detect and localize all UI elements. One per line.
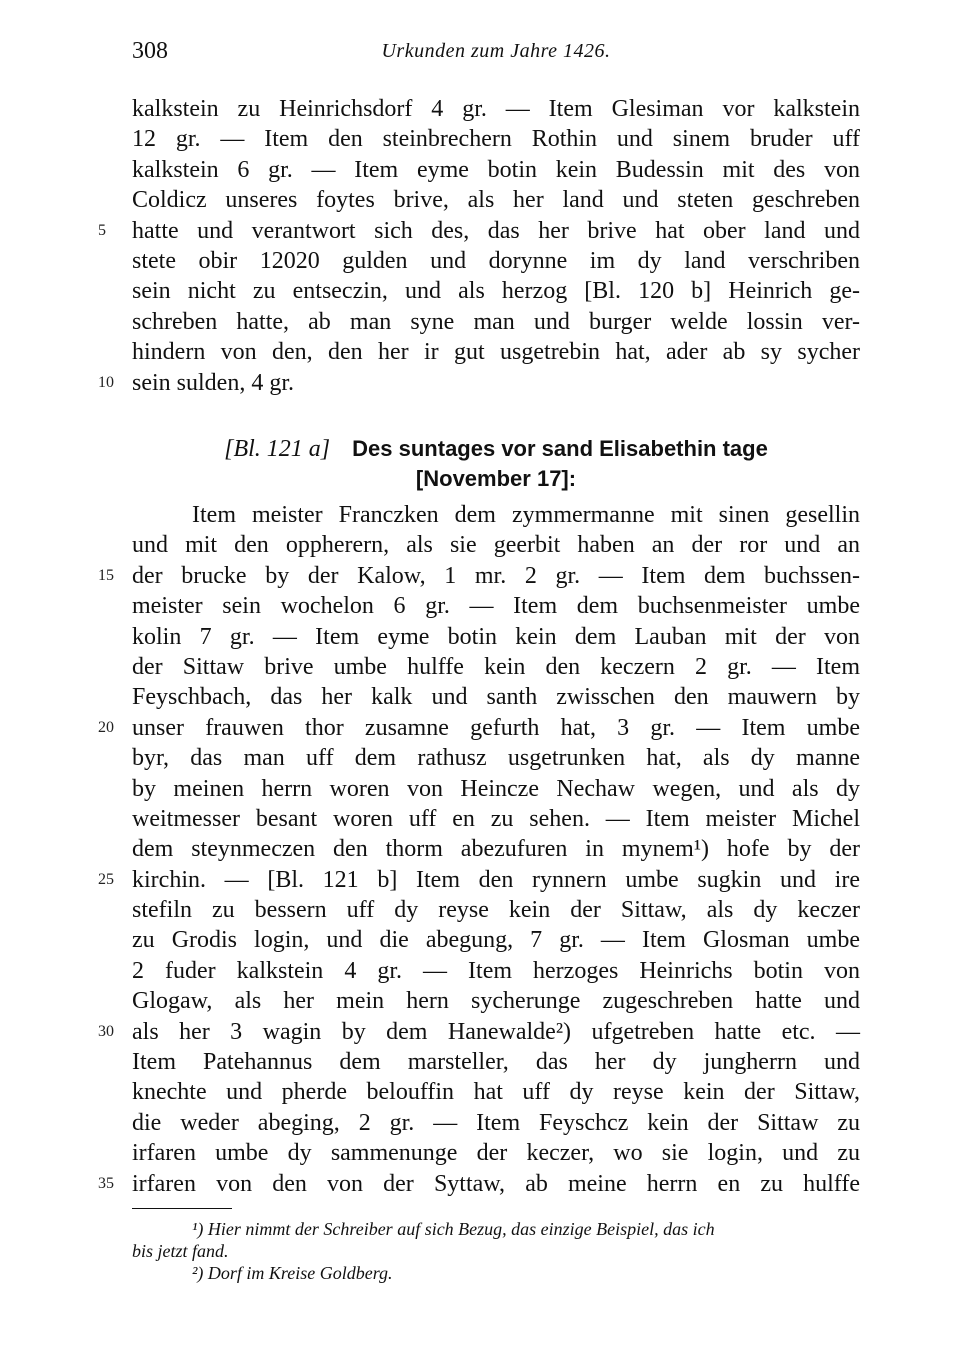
folio-reference: [Bl. 121 a] xyxy=(224,436,331,462)
text-line: weitmesser besant woren uff en zu sehen. — Item meister Michel xyxy=(132,805,860,832)
text-line: 2 fuder kalkstein 4 gr. — Item herzoges Heinrichs botin von xyxy=(132,957,860,984)
text-line: schreben hatte, ab man syne man und burger welde lossin ver- xyxy=(132,308,860,335)
text-line-content: irfaren von den von der Syttaw, ab meine herrn en zu hulffe xyxy=(132,1170,860,1197)
line-number: 25 xyxy=(98,870,114,888)
text-line: 12 gr. — Item den steinbrechern Rothin und sinem bruder uff xyxy=(132,126,860,153)
text-line xyxy=(98,216,860,246)
page-number: 308 xyxy=(132,38,168,64)
footnote-1-continued: bis jetzt fand. xyxy=(132,1241,229,1261)
footnotes xyxy=(132,1218,860,1284)
text-line xyxy=(98,561,860,591)
text-line: knechte und pherde belouffin hat uff dy reyse kein der Sittaw, xyxy=(132,1079,860,1106)
footnote-2: ²) Dorf im Kreise Goldberg. xyxy=(192,1263,393,1283)
text-line: hindern von den, den her ir gut usgetrebin hat, ader ab sy sycher xyxy=(132,339,860,366)
section-heading xyxy=(132,434,860,464)
text-line-content: als her 3 wagin by dem Hanewalde²) ufgetreben hatte etc. — xyxy=(132,1018,860,1045)
paragraph-1 xyxy=(98,94,860,398)
text-line xyxy=(98,1169,860,1199)
text-line xyxy=(98,368,860,398)
text-line: byr, das man uff dem rathusz usgetrunken hat, als dy manne xyxy=(132,745,860,772)
text-line: Coldicz unseres foytes brive, als her land und steten geschreben xyxy=(132,187,860,214)
section-title: Des suntages vor sand Elisabethin tage xyxy=(352,436,768,461)
footnote-1: ¹) Hier nimmt der Schreiber auf sich Bezug, das einzige Beispiel, das ich xyxy=(192,1219,715,1239)
text-line: zu Grodis login, und die abegung, 7 gr. — Item Glosman umbe xyxy=(132,927,860,954)
text-line: meister sein wochelon 6 gr. — Item dem buchsenmeister umbe xyxy=(132,593,860,620)
text-line: kalkstein zu Heinrichsdorf 4 gr. — Item Glesiman vor kalkstein xyxy=(132,96,860,122)
text-line-content: unser frauwen thor zusamne gefurth hat, 3 gr. — Item umbe xyxy=(132,714,860,741)
line-number: 5 xyxy=(98,221,106,239)
text-line: sein nicht zu entseczin, und als herzog [Bl. 120 b] Heinrich ge- xyxy=(132,278,860,305)
text-line: dem steynmeczen den thorm abezufuren in mynem¹) hofe by der xyxy=(132,836,860,863)
text-line: Item Patehannus dem marsteller, das her dy jungherrn und xyxy=(132,1049,860,1076)
text-line: Feyschbach, das her kalk und santh zwisschen den mauwern by xyxy=(132,684,860,711)
text-line: by meinen herrn woren von Heincze Nechaw wegen, und als dy xyxy=(132,775,860,802)
text-line: Item meister Franczken dem zymmermanne mit sinen gesellin xyxy=(192,502,860,528)
text-line: die weder abeging, 2 gr. — Item Feyschcz kein der Sittaw zu xyxy=(132,1109,860,1136)
text-line: stete obir 12020 gulden und dorynne im dy land verschriben xyxy=(132,247,860,274)
line-number: 20 xyxy=(98,718,114,736)
text-line: Glogaw, als her mein hern sycherunge zugeschreben hatte und xyxy=(132,988,860,1015)
text-line xyxy=(98,865,860,895)
text-line: stefiln zu bessern uff dy reyse kein der Sittaw, als dy keczer xyxy=(132,897,860,924)
text-line-content: hatte und verantwort sich des, das her brive hat ober land und xyxy=(132,217,860,244)
line-number: 15 xyxy=(98,566,114,584)
text-line: der Sittaw brive umbe hulffe kein den keczern 2 gr. — Item xyxy=(132,653,860,680)
line-number: 35 xyxy=(98,1174,114,1192)
text-line-content: sein sulden, 4 gr. xyxy=(132,369,294,396)
paragraph-2 xyxy=(98,500,860,1199)
text-line: kalkstein 6 gr. — Item eyme botin kein Budessin mit des von xyxy=(132,156,860,183)
text-line xyxy=(98,713,860,743)
running-title: Urkunden zum Jahre 1426. xyxy=(381,40,611,62)
running-head xyxy=(132,38,860,70)
footnote-divider xyxy=(132,1208,232,1209)
text-line-content: kirchin. — [Bl. 121 b] Item den rynnern umbe sugkin und ire xyxy=(132,866,860,893)
text-line: irfaren umbe dy sammenunge der keczer, wo sie login, und zu xyxy=(132,1140,860,1167)
line-number: 10 xyxy=(98,373,114,391)
text-line: kolin 7 gr. — Item eyme botin kein dem Lauban mit der von xyxy=(132,623,860,650)
text-line-content: der brucke by der Kalow, 1 mr. 2 gr. — Item dem buchssen- xyxy=(132,562,860,589)
text-line xyxy=(98,1017,860,1047)
line-number: 30 xyxy=(98,1022,114,1040)
section-date: [November 17]: xyxy=(415,466,577,491)
text-line: und mit den oppherern, als sie geerbit haben an der ror und an xyxy=(132,532,860,559)
